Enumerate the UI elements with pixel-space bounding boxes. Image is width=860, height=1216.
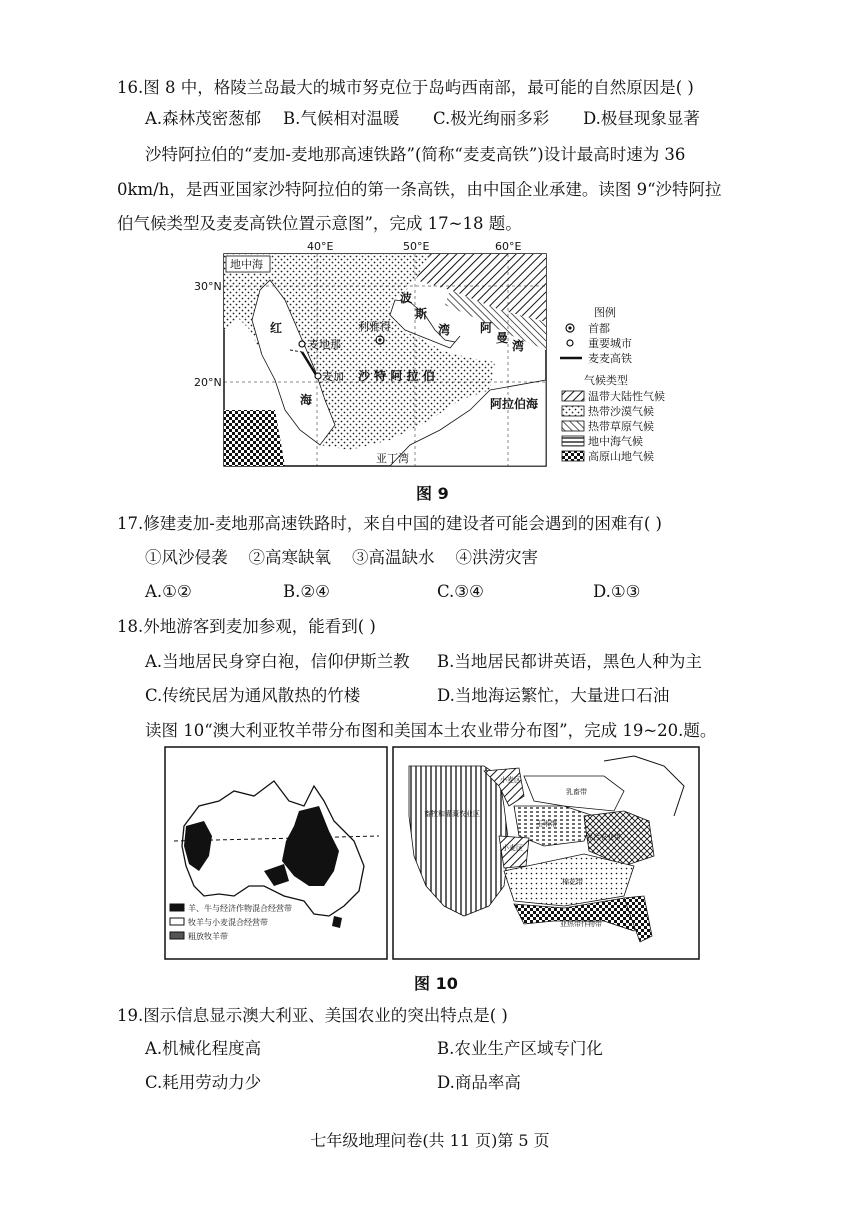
- lon-40: 40°E: [307, 240, 334, 253]
- figure-9-map: [190, 240, 710, 472]
- medina-marker: [299, 341, 305, 347]
- label-oman-3: 湾: [512, 339, 525, 353]
- us-label-wheat-north: 小麦区: [500, 776, 521, 784]
- lon-60: 60°E: [495, 240, 522, 253]
- us-label-mixed: 混合农业带: [586, 833, 621, 841]
- q19-option-b: B.农业生产区域专门化: [437, 1039, 603, 1058]
- intro1-line-3: 伯气候类型及麦麦高铁位置示意图”，完成 17~18 题。: [117, 214, 522, 233]
- q18-option-b: B.当地居民都讲英语，黑色人种为主: [437, 652, 702, 671]
- label-gulf-2: 斯: [415, 307, 428, 321]
- mecca-marker: [315, 373, 321, 379]
- q17-option-b: B.②④: [283, 582, 330, 601]
- label-medina: 麦地那: [308, 338, 341, 351]
- q16-option-a: A.森林茂密葱郁: [145, 109, 262, 128]
- label-oman-2: 曼: [496, 331, 509, 345]
- legend-climate-4: 地中海气候: [588, 435, 643, 448]
- fig9-legend: [560, 305, 665, 463]
- q18-option-a: A.当地居民身穿白袍，信仰伊斯兰教: [145, 652, 410, 671]
- legend-climate-1: 温带大陆性气候: [588, 390, 665, 403]
- label-gulf-3: 湾: [438, 323, 451, 337]
- q16-option-d: D.极昼现象显著: [583, 109, 700, 128]
- q16-option-c: C.极光绚丽多彩: [433, 109, 550, 128]
- australia-map: [165, 747, 387, 959]
- legend-climate-3: 热带草原气候: [588, 420, 654, 433]
- label-red-sea-2: 海: [300, 393, 313, 407]
- label-red-sea-1: 红: [270, 321, 283, 335]
- intro2-text: 读图 10“澳大利亚牧羊带分布图和美国本土农业带分布图”，完成 19~20.题。: [145, 721, 717, 740]
- q19-option-d: D.商品率高: [437, 1073, 521, 1092]
- legend-title: 图例: [594, 306, 616, 319]
- q18-option-d: D.当地海运繁忙，大量进口石油: [437, 686, 670, 705]
- label-oman-1: 阿: [480, 321, 493, 335]
- page-footer: 七年级地理问卷(共 11 页)第 5 页: [310, 1131, 550, 1150]
- q19-stem: 19.图示信息显示澳大利亚、美国农业的突出特点是( ): [117, 1006, 508, 1025]
- aus-legend-3: 粗放牧羊带: [188, 932, 228, 941]
- lat-20: 20°N: [194, 376, 222, 389]
- q18-stem: 18.外地游客到麦加参观，能看到( ): [117, 617, 376, 636]
- label-saudi: 沙 特 阿 拉 伯: [358, 369, 435, 383]
- label-mediterranean: 地中海: [230, 258, 263, 271]
- us-label-wheat-south: 小麦区: [502, 844, 523, 852]
- label-mecca: 麦加: [322, 370, 344, 383]
- intro1-line-1: 沙特阿拉伯的“麦加-麦地那高速铁路”(简称“麦麦高铁”)设计最高时速为 36: [145, 145, 686, 164]
- q17-option-a: A.①②: [145, 582, 192, 601]
- q17-stem: 17.修建麦加-麦地那高速铁路时，来自中国的建设者可能会遇到的困难有( ): [117, 514, 662, 533]
- q17-items: ①风沙侵袭 ②高寒缺氧 ③高温缺水 ④洪涝灾害: [145, 548, 538, 567]
- q19-option-c: C.耗用劳动力少: [145, 1073, 262, 1092]
- label-riyadh: 利雅得: [358, 320, 391, 333]
- city-icon: [567, 340, 573, 346]
- q16-option-b: B.气候相对温暖: [283, 109, 400, 128]
- aus-legend-2: 牧羊与小麦混合经营带: [188, 918, 268, 927]
- us-label-corn: 玉米带: [536, 820, 557, 828]
- us-label-grazing: 畜牧和灌溉农业区: [424, 810, 480, 818]
- label-arabian-sea: 阿拉伯海: [490, 397, 539, 411]
- lon-50: 50°E: [403, 240, 430, 253]
- label-gulf-1: 波: [400, 291, 413, 305]
- us-label-dairy: 乳畜带: [566, 788, 587, 796]
- legend-climate-5: 高原山地气候: [588, 450, 654, 463]
- legend-climate-title: 气候类型: [584, 374, 628, 387]
- figure-10-maps: [164, 746, 700, 960]
- intro1-line-2: 0km/h，是西亚国家沙特阿拉伯的第一条高铁，由中国企业承建。读图 9“沙特阿拉: [117, 180, 722, 199]
- us-label-cotton: 棉花带: [562, 878, 583, 886]
- figure-9-caption: 图 9: [416, 484, 449, 503]
- map-frame: [224, 254, 546, 466]
- us-label-subtropical: 亚热带作物带: [560, 920, 602, 928]
- label-aden: 亚丁湾: [376, 452, 409, 465]
- legend-climate-2: 热带沙漠气候: [588, 405, 654, 418]
- q16-stem: 16.图 8 中，格陵兰岛最大的城市努克位于岛屿西南部，最可能的自然原因是( ): [117, 78, 694, 97]
- lat-30: 30°N: [194, 280, 222, 293]
- aus-legend-1: 羊、牛与经济作物混合经营带: [188, 904, 292, 913]
- legend-capital: 首都: [588, 322, 610, 335]
- q17-option-d: D.①③: [593, 582, 641, 601]
- usa-map: [393, 747, 699, 959]
- q17-option-c: C.③④: [437, 582, 484, 601]
- q19-option-a: A.机械化程度高: [145, 1039, 262, 1058]
- legend-city: 重要城市: [588, 337, 632, 350]
- q18-option-c: C.传统民居为通风散热的竹楼: [145, 686, 361, 705]
- figure-10-caption: 图 10: [414, 974, 458, 993]
- legend-railway: 麦麦高铁: [588, 352, 632, 365]
